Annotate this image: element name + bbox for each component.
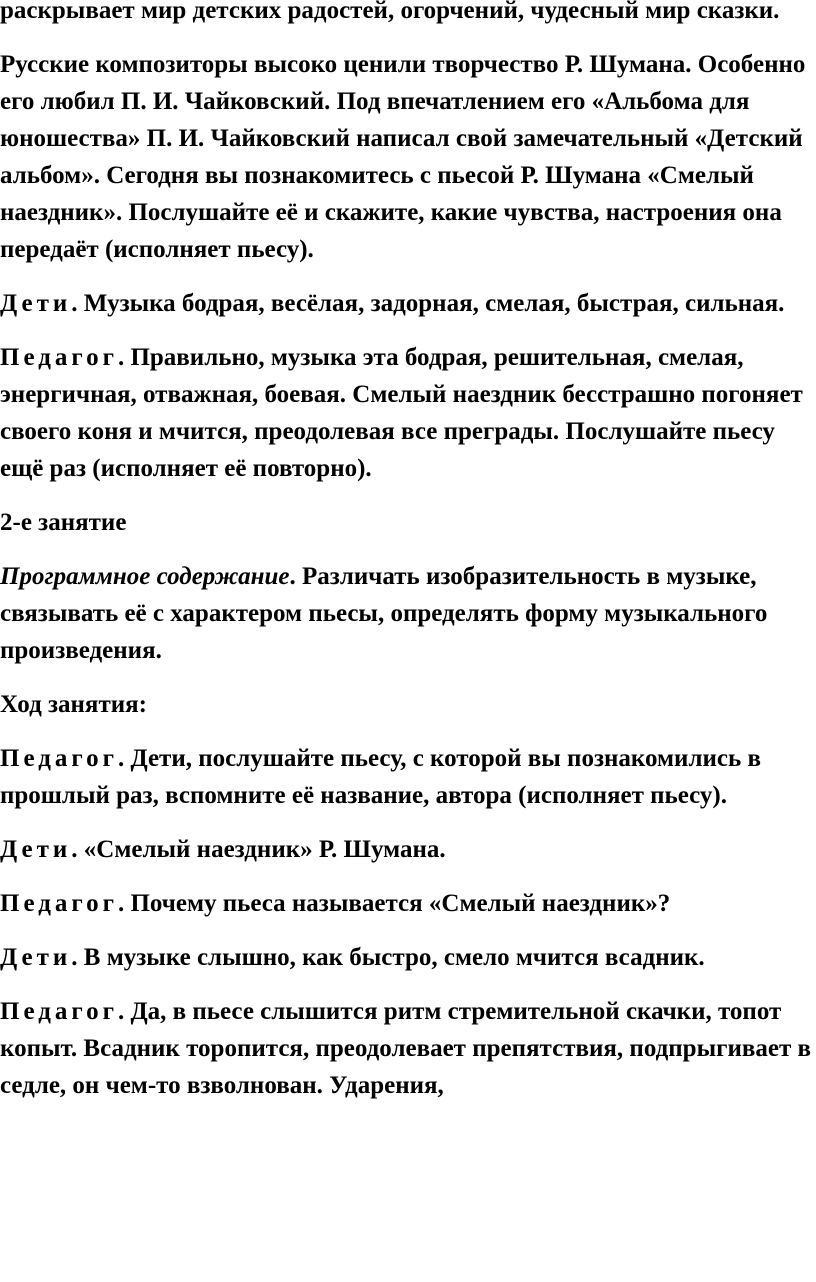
paragraph-text: раскрывает мир детских радостей, огорчений, чудесный мир сказки. <box>0 0 780 24</box>
paragraph-composers <box>0 46 816 268</box>
paragraph-text: . Дети, послушайте пьесу, с которой вы познакомились в прошлый раз, вспомните её название, автора (исполняет пьесу). <box>0 745 761 809</box>
paragraph-text: . Правильно, музыка эта бодрая, решительная, смелая, энергичная, отважная, боевая. Смелый наездник бесстрашно погоняет своего коня и мчится, преодолевая все преграды. Послушайте пьесу ещё раз (исполняет её повторно). <box>0 344 803 482</box>
paragraph-teacher-4 <box>0 993 816 1104</box>
speaker-label: Педагог <box>0 344 118 371</box>
paragraph-children-answer-1 <box>0 285 816 322</box>
speaker-label: Педагог <box>0 745 118 772</box>
paragraph-text: . Различать изобразительность в музыке, связывать её с характером пьесы, определять форму музыкального произведения. <box>0 563 768 664</box>
section-heading-text: Ход занятия: <box>0 691 147 718</box>
paragraph-teacher-2 <box>0 740 816 814</box>
section-heading-lesson-2 <box>0 504 816 541</box>
section-heading-text: 2-е занятие <box>0 509 127 536</box>
paragraph-teacher-1 <box>0 339 816 487</box>
paragraph-program-content <box>0 558 816 669</box>
paragraph-intro-continuation <box>0 0 816 29</box>
speaker-label: Педагог <box>0 890 118 917</box>
speaker-label: Дети <box>0 944 72 971</box>
paragraph-text: . В музыке слышно, как быстро, смело мчится всадник. <box>71 944 705 971</box>
paragraph-text: Русские композиторы высоко ценили творчество Р. Шумана. Особенно его любил П. И. Чайковский. Под впечатлением его «Альбома для юношества» П. И. Чайковский написал свой замечательный «Детский альбом». Сегодня вы познакомитесь с пьесой Р. Шумана «Смелый наездник». Послушайте её и скажите, какие чувства, настроения она передаёт (исполняет пьесу). <box>0 51 806 263</box>
italic-lead: Программное содержание <box>0 563 290 590</box>
paragraph-teacher-3 <box>0 885 816 922</box>
paragraph-text: . Музыка бодрая, весёлая, задорная, смелая, быстрая, сильная. <box>71 290 785 317</box>
paragraph-children-answer-2 <box>0 831 816 868</box>
paragraph-text: . Да, в пьесе слышится ритм стремительной скачки, топот копыт. Всадник торопится, преодолевает препятствия, подпрыгивает в седле, он чем-то взволнован. Ударения, <box>0 998 811 1099</box>
paragraph-text: . «Смелый наездник» Р. Шумана. <box>71 836 446 863</box>
speaker-label: Педагог <box>0 998 118 1025</box>
section-heading-lesson-flow <box>0 686 816 723</box>
paragraph-children-answer-3 <box>0 939 816 976</box>
speaker-label: Дети <box>0 290 72 317</box>
paragraph-text: . Почему пьеса называется «Смелый наездник»? <box>117 890 671 917</box>
speaker-label: Дети <box>0 836 72 863</box>
